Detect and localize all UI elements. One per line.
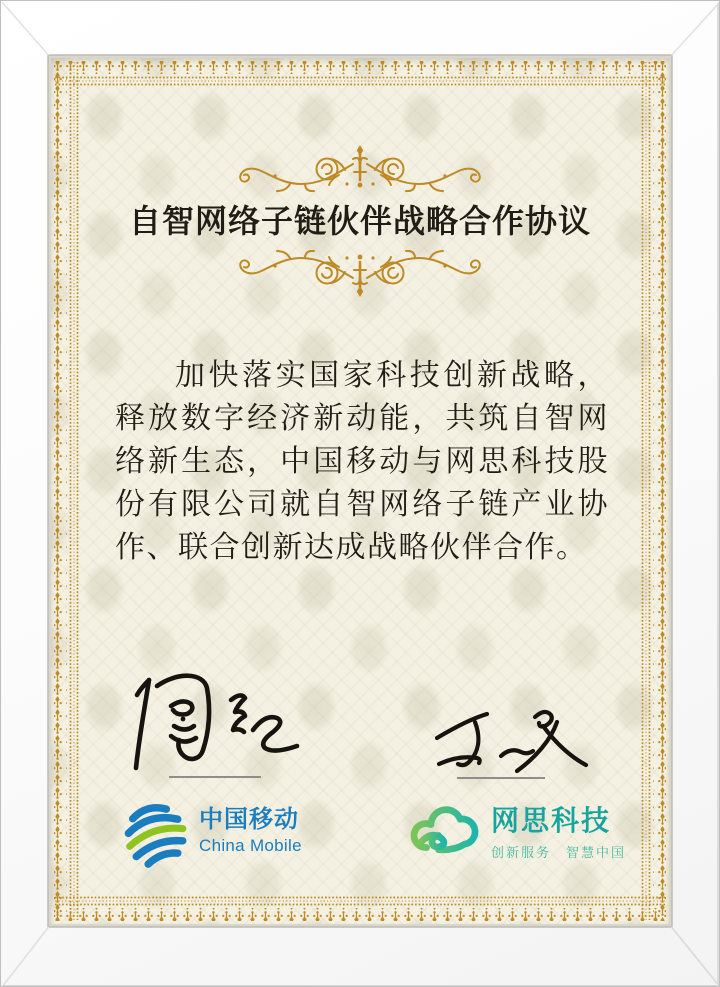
signature-left-underline: [169, 776, 261, 778]
china-mobile-name-en: China Mobile: [199, 836, 302, 856]
china-mobile-name-cn: 中国移动: [199, 806, 299, 833]
certificate-paper: [51, 58, 669, 924]
signature-right-underline: [457, 777, 545, 779]
china-mobile-mark-icon: [117, 798, 193, 868]
flourish-bottom-icon: [235, 250, 485, 298]
signature-left: [119, 670, 309, 780]
body-paragraph: 加快落实国家科技创新战略，释放数字经济新动能，共筑自智网络新生态，中国移动与网思科技股份有限公司就自智网络子链产业协作、联合创新达成战略伙伴合作。: [115, 359, 609, 564]
netsense-cloud-icon: [407, 796, 483, 862]
netsense-tagline: 创新服务 智慧中国: [491, 845, 627, 861]
netsense-name-cn: 网思科技: [491, 805, 612, 836]
certificate-title: 自智网络子链伙伴战略合作协议: [128, 203, 591, 239]
flourish-top-icon: [235, 144, 485, 192]
